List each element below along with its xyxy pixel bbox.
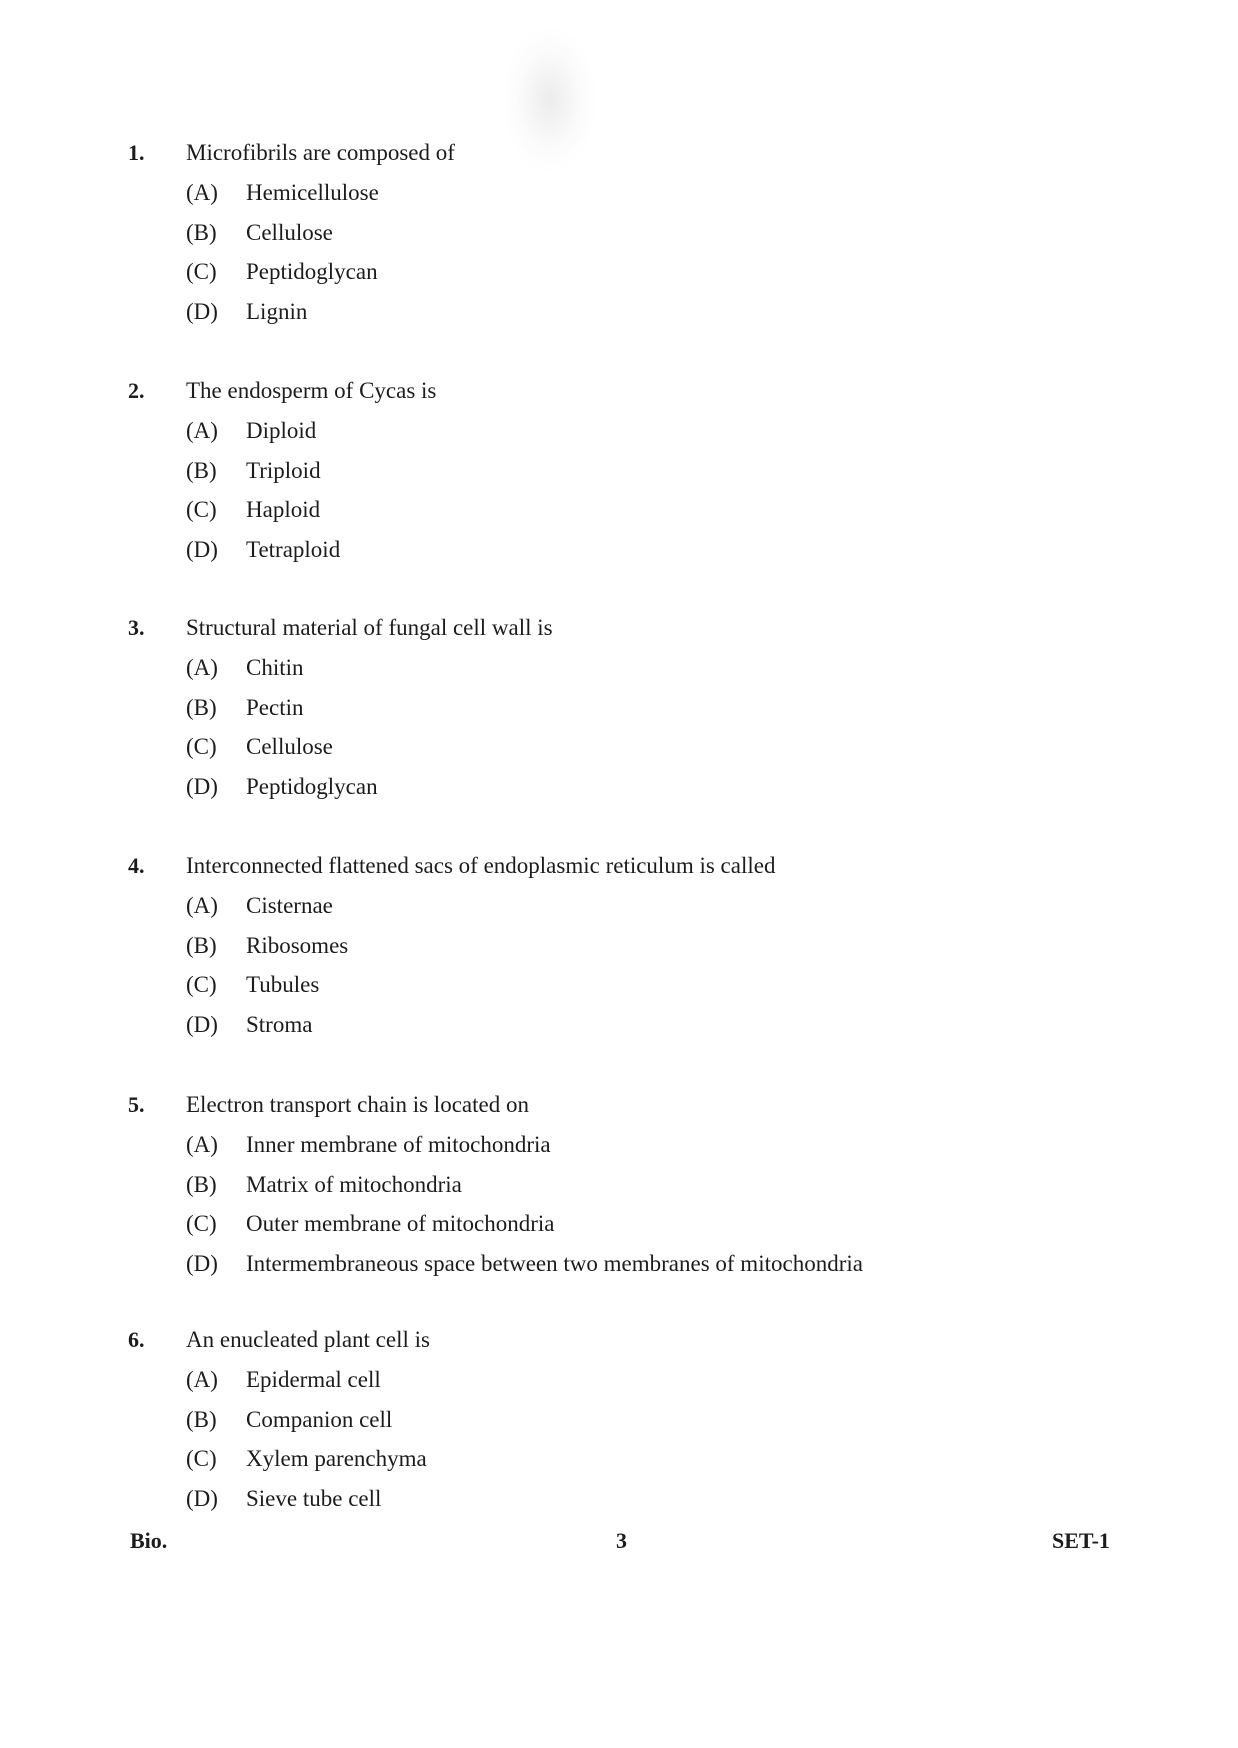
option-letter: (D) [186,1011,218,1037]
answer-option [186,259,378,285]
option-text: Outer membrane of mitochondria [246,1211,555,1236]
question-number: 2. [128,378,145,403]
option-letter: (A) [186,180,218,205]
answer-option [186,497,320,523]
answer-option [186,220,333,246]
option-letter: (D) [186,773,218,799]
answer-option [186,1486,381,1512]
option-text: Triploid [246,457,321,483]
answer-option [186,972,319,998]
question-text: An enucleated plant cell is [186,1327,430,1352]
question-number: 6. [128,1327,145,1352]
option-text: Xylem parenchyma [246,1446,427,1471]
option-letter: (C) [186,497,217,522]
answer-option [186,1407,392,1433]
answer-option [186,1211,554,1237]
option-text: Hemicellulose [246,180,379,205]
answer-option [186,1251,863,1277]
option-letter: (B) [186,694,217,720]
answer-option [186,299,307,325]
answer-option [186,180,379,206]
answer-option [186,1446,427,1472]
option-text: Epidermal cell [246,1367,381,1392]
question-number: 3. [128,615,145,640]
question-number: 5. [128,1092,145,1117]
question-number: 4. [128,853,145,878]
option-text: Tubules [246,972,320,997]
option-text: Sieve tube cell [246,1485,382,1511]
question-text: Electron transport chain is located on [186,1092,529,1117]
answer-option [186,655,304,681]
option-letter: (C) [186,1446,217,1471]
question-text: Structural material of fungal cell wall is [186,615,553,640]
option-text: Stroma [246,1011,313,1037]
question-text: Microfibrils are composed of [186,140,455,165]
option-letter: (D) [186,298,218,324]
option-text: Diploid [246,418,317,443]
option-text: Lignin [246,298,308,324]
question-text: The endosperm of Cycas is [186,378,437,403]
option-letter: (A) [186,1132,218,1157]
option-text: Cellulose [246,734,333,759]
option-letter: (A) [186,893,218,918]
option-text: Companion cell [246,1406,393,1432]
footer-set: SET-1 [1052,1528,1110,1553]
answer-option [186,1012,312,1038]
option-letter: (A) [186,418,218,443]
answer-option [186,537,340,563]
option-text: Cellulose [246,219,333,245]
answer-option [186,695,304,721]
option-letter: (A) [186,655,218,680]
option-text: Haploid [246,497,321,522]
answer-option [186,418,316,444]
option-text: Peptidoglycan [246,773,378,799]
option-letter: (C) [186,972,217,997]
option-letter: (C) [186,734,217,759]
option-text: Peptidoglycan [246,259,378,284]
option-letter: (B) [186,1171,217,1197]
question-number: 1. [128,140,145,165]
answer-option [186,458,321,484]
answer-option [186,1172,462,1198]
option-text: Chitin [246,655,304,680]
option-text: Ribosomes [246,932,349,958]
option-letter: (B) [186,219,217,245]
scan-smudge [505,30,595,170]
option-letter: (B) [186,932,217,958]
option-letter: (C) [186,259,217,284]
footer-subject: Bio. [130,1528,168,1553]
option-text: Matrix of mitochondria [246,1171,462,1197]
question-text: Interconnected flattened sacs of endoplasmic reticulum is called [186,853,776,878]
answer-option [186,734,333,760]
option-text: Cisternae [246,893,333,918]
option-text: Intermembraneous space between two membranes of mitochondria [246,1250,863,1276]
footer-page-number: 3 [616,1528,627,1553]
option-letter: (D) [186,1250,218,1276]
option-letter: (C) [186,1211,217,1236]
option-letter: (A) [186,1367,218,1392]
answer-option [186,1367,381,1393]
option-text: Pectin [246,694,304,720]
option-letter: (B) [186,457,217,483]
option-text: Inner membrane of mitochondria [246,1132,551,1157]
answer-option [186,933,348,959]
answer-option [186,774,378,800]
answer-option [186,1132,551,1158]
option-text: Tetraploid [246,536,341,562]
option-letter: (B) [186,1406,217,1432]
option-letter: (D) [186,1485,218,1511]
option-letter: (D) [186,536,218,562]
answer-option [186,893,333,919]
